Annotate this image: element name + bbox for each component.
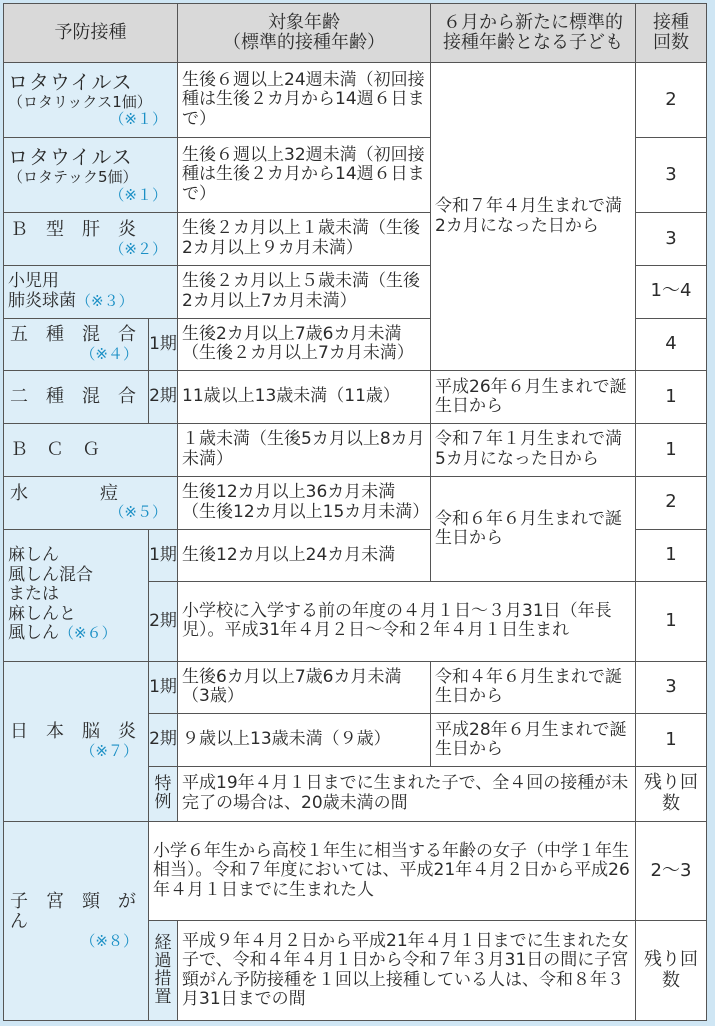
count-rota5: 3 — [636, 137, 707, 212]
age-five: 生後2カ月以上7歳6カ月未満（生後２カ月以上7カ月未満） — [178, 318, 431, 371]
age-hpv2: 平成９年４月２日から平成21年４月１日までに生まれた女子で、令和４年４月１日から令和７年３月31日の間に子宮頸がん予防接種を１回以上接種している人は、令和８年３月31日までの間 — [178, 921, 636, 1021]
count-vari: 2 — [636, 476, 707, 529]
count-hepb: 3 — [636, 213, 707, 266]
header-count: 接種 回数 — [636, 4, 707, 63]
june-two: 平成26年６月生まれで誕生日から — [431, 371, 636, 424]
age-bcg: １歳未満（生後5カ月以上8カ月未満） — [178, 424, 431, 477]
name-rota5: ロタウイルス （ロタテック5価） （※１） — [4, 137, 178, 212]
period-two: 2期 — [149, 371, 178, 424]
count-bcg: 1 — [636, 424, 707, 477]
name-vari: 水 痘 （※５） — [4, 476, 178, 529]
name-je: 日 本 脳 炎 （※７） — [4, 661, 149, 821]
period-mr1: 1期 — [149, 529, 178, 582]
name-mr: 麻しん 風しん混合 または 麻しんと 風しん（※６） — [4, 529, 149, 661]
header-june: ６月から新たに標準的 接種年齢となる子ども — [431, 4, 636, 63]
age-mr1: 生後12カ月以上24カ月未満 — [178, 529, 431, 582]
period-mr2: 2期 — [149, 582, 178, 661]
age-je3: 平成19年４月１日までに生まれた子で、全４回の接種が未完了の場合は、20歳未満の間 — [178, 767, 636, 822]
name-five: 五 種 混 合 （※４） — [4, 318, 149, 371]
age-mr2: 小学校に入学する前の年度の４月１日〜３月31日（年長児）。平成31年４月２日〜令和２年４月１日生まれ — [178, 582, 636, 661]
count-je1: 3 — [636, 661, 707, 714]
row-bcg — [4, 424, 707, 477]
june-je1: 令和４年６月生まれで誕生日から — [431, 661, 636, 714]
age-rota1: 生後６週以上24週未満（初回接種は生後２カ月から14週６日まで） — [178, 62, 431, 137]
period-hpv2: 経過措置 — [149, 921, 178, 1021]
period-je3: 特例 — [149, 767, 178, 822]
june-bcg: 令和７年１月生まれで満5カ月になった日から — [431, 424, 636, 477]
vaccination-schedule — [3, 3, 712, 1023]
header-age: 対象年齢 （標準的接種年齢） — [178, 4, 431, 63]
name-two: 二 種 混 合 — [4, 371, 149, 424]
row-two — [4, 371, 707, 424]
age-two: 11歳以上13歳未満（11歳） — [178, 371, 431, 424]
age-hpv1: 小学６年生から高校１年生に相当する年齢の女子（中学１年生相当）。令和７年度においては、平成21年４月２日から平成26年４月１日までに生まれた人 — [149, 821, 636, 920]
period-five: 1期 — [149, 318, 178, 371]
count-mr2: 1 — [636, 582, 707, 661]
count-mr1: 1 — [636, 529, 707, 582]
june-group-b: 令和６年６月生まれで誕生日から — [431, 476, 636, 582]
count-five: 4 — [636, 318, 707, 371]
name-pneumo: 小児用 肺炎球菌（※３） — [4, 265, 178, 318]
age-vari: 生後12カ月以上36カ月未満（生後12カ月以上15カ月未満） — [178, 476, 431, 529]
age-je2: ９歳以上13歳未満（９歳） — [178, 714, 431, 767]
age-hepb: 生後２カ月以上１歳未満（生後2カ月以上９カ月未満） — [178, 213, 431, 266]
name-hpv: 子 宮 頸 が ん （※８） — [4, 821, 149, 1020]
row-vari — [4, 476, 707, 529]
count-rota1: 2 — [636, 62, 707, 137]
age-je1: 生後6カ月以上7歳6カ月未満（3歳） — [178, 661, 431, 714]
count-je2: 1 — [636, 714, 707, 767]
count-hpv1: 2〜3 — [636, 821, 707, 920]
count-pneumo: 1〜4 — [636, 265, 707, 318]
name-rota1: ロタウイルス （ロタリックス1価） （※１） — [4, 62, 178, 137]
june-group-a: 令和７年４月生まれで満2カ月になった日から — [431, 62, 636, 370]
row-je1 — [4, 661, 707, 714]
header-row — [4, 4, 707, 63]
period-je2: 2期 — [149, 714, 178, 767]
age-rota5: 生後６週以上32週未満（初回接種は生後２カ月から14週６日まで） — [178, 137, 431, 212]
count-two: 1 — [636, 371, 707, 424]
row-rota1 — [4, 62, 707, 137]
header-vaccine: 予防接種 — [4, 4, 178, 63]
vaccination-table — [3, 3, 707, 1021]
name-hepb: Ｂ 型 肝 炎 （※２） — [4, 213, 178, 266]
period-je1: 1期 — [149, 661, 178, 714]
row-hpv1 — [4, 821, 707, 920]
june-je2: 平成28年６月生まれで誕生日から — [431, 714, 636, 767]
name-bcg: Ｂ Ｃ Ｇ — [4, 424, 178, 477]
count-hpv2: 残り回数 — [636, 921, 707, 1021]
count-je3: 残り回数 — [636, 767, 707, 822]
age-pneumo: 生後２カ月以上５歳未満（生後2カ月以上7カ月未満） — [178, 265, 431, 318]
